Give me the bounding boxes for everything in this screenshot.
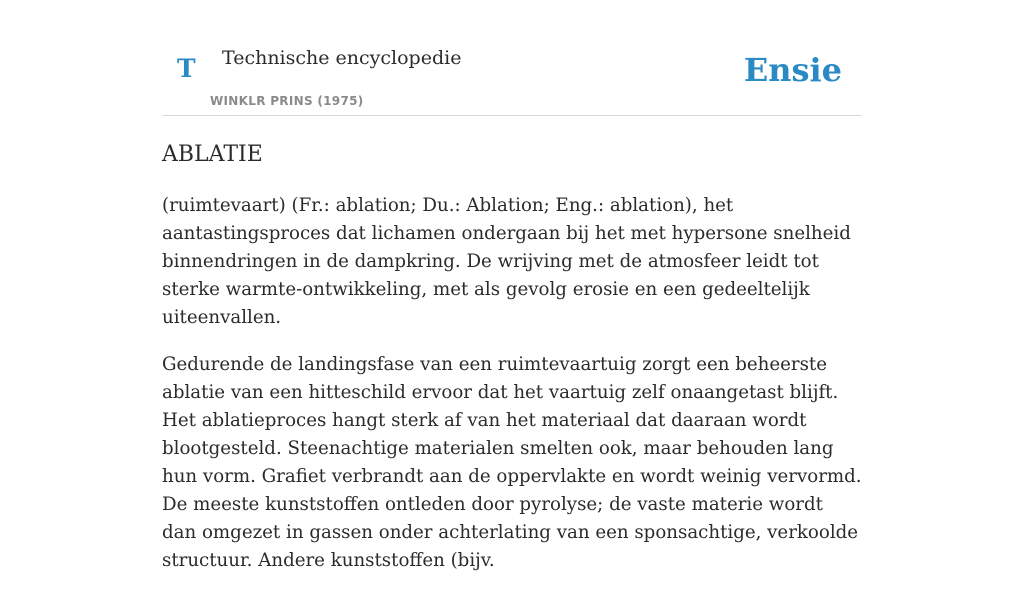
book-title-link[interactable]: Technische encyclopedie	[222, 47, 462, 69]
book-header	[162, 0, 862, 116]
entry-title: ABLATIE	[162, 142, 263, 167]
ensie-logo-link[interactable]: Ensie	[743, 51, 842, 89]
page	[162, 0, 862, 571]
book-source-label: WINKLR PRINS (1975)	[210, 94, 364, 108]
entry-body	[162, 192, 862, 594]
entry-paragraph: Gedurende de landingsfase van een ruimtevaartuig zorgt een beheerste ablatie van een hitteschild ervoor dat het vaartuig zelf onaangetast blijft. Het ablatieproces hangt sterk af van het materiaal dat daaraan wordt blootgesteld. Steenachtige materialen smelten ook, maar behouden lang hun vorm. Grafiet verbrandt aan de oppervlakte en wordt weinig vervormd. De meeste kunststoffen ontleden door pyrolyse; de vaste materie wordt dan omgezet in gassen onder achterlating van een sponsachtige, verkoolde structuur. Andere kunststoffen (bijv.	[162, 354, 862, 571]
entry-paragraph: (ruimtevaart) (Fr.: ablation; Du.: Ablation; Eng.: ablation), het aantastingsproces dat lichamen ondergaan bij het met hypersone snelheid binnendringen in de dampkring. De wrijving met de atmosfeer leidt tot sterke warmte-ontwikkeling, met als gevolg erosie en een gedeeltelijk uiteenvallen.	[162, 195, 851, 328]
book-logo-icon: T	[177, 54, 196, 83]
